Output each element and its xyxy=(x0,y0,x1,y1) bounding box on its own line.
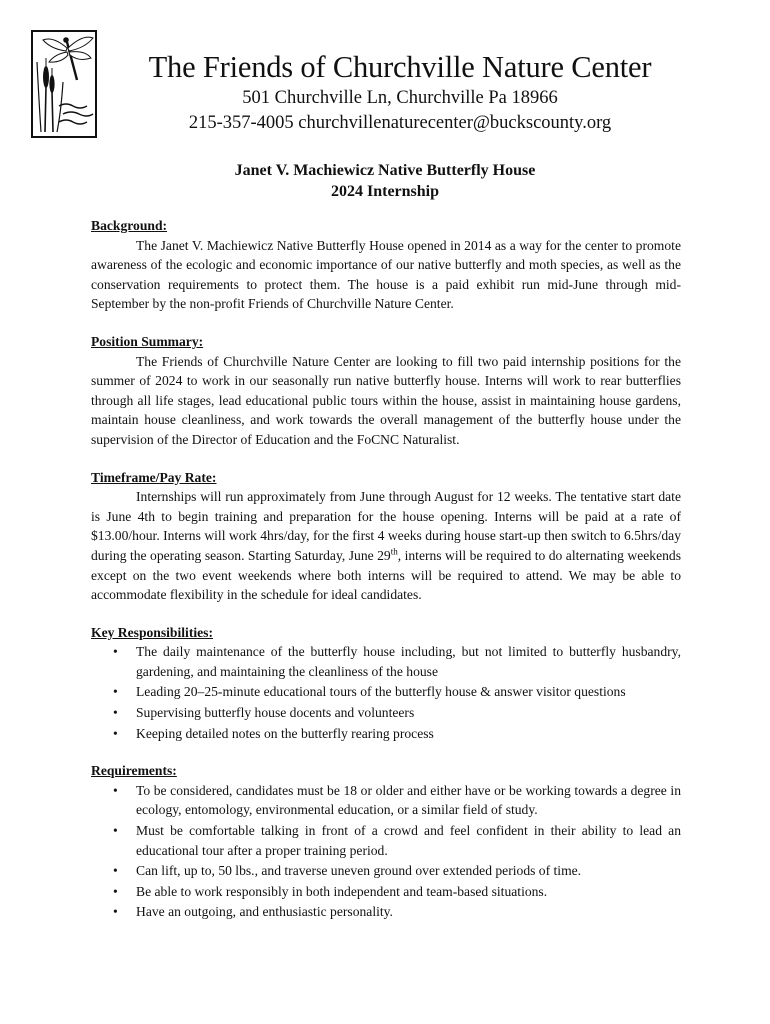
bullet-icon: • xyxy=(113,705,118,721)
bullet-icon: • xyxy=(113,725,118,741)
bullet-icon: • xyxy=(113,782,118,798)
section-heading: Key Responsibilities: xyxy=(91,624,213,640)
title-line-2: 2024 Internship xyxy=(330,183,440,200)
list-item-text: Be able to work responsibly in both independent and team-based situations. xyxy=(136,883,548,899)
section-heading: Position Summary: xyxy=(91,333,204,349)
bullet-icon: • xyxy=(113,883,118,899)
list-item xyxy=(91,724,681,744)
list-item xyxy=(91,821,681,860)
position-summary-section xyxy=(91,332,681,450)
section-heading: Background: xyxy=(91,218,168,233)
section-heading: Timeframe/Pay Rate: xyxy=(91,469,217,485)
timeframe-text-start: Internships will run approximately from June through August for 12 weeks. The tentative start date is June 4th to begin training and preparation for the house opening. Interns will be paid at a rate of $13.00/hour. Interns will work 4hrs/day, for the first 4 weeks during house start-up then switch to 6.5hrs/day during the operating season. Starting Saturday, June 29 xyxy=(91,489,681,563)
org-contact: 215-357-4005 churchvillenaturecenter@buckscounty.org xyxy=(188,113,612,133)
list-item xyxy=(91,642,681,681)
list-item xyxy=(91,861,681,881)
requirements-list xyxy=(91,781,681,922)
timeframe-text xyxy=(91,487,681,605)
dragonfly-cattail-logo-icon xyxy=(31,30,97,138)
org-name: The Friends of Churchville Nature Center xyxy=(148,50,652,84)
list-item-text: Must be comfortable talking in front of a crowd and feel confident in their ability to lead an educational tour after a proper training period. xyxy=(136,823,681,858)
bullet-icon: • xyxy=(113,863,118,879)
bullet-icon: • xyxy=(113,684,118,700)
bullet-icon: • xyxy=(113,904,118,920)
ordinal-superscript: th xyxy=(390,546,398,557)
list-item-text: Can lift, up to, 50 lbs., and traverse uneven ground over extended periods of time. xyxy=(136,863,582,879)
list-item-text: Supervising butterfly house docents and volunteers xyxy=(136,705,415,721)
background-text: The Janet V. Machiewicz Native Butterfly House opened in 2014 as a way for the center to promote awareness of the ecologic and economic importance of our native butterfly and moth species, as well as the conservation requirements to protect them. The house is a paid exhibit run mid-June through mid-September by the non-profit Friends of Churchville Nature Center. xyxy=(91,237,681,312)
list-item xyxy=(91,703,681,723)
document-title xyxy=(0,160,770,202)
list-item-text: Have an outgoing, and enthusiastic personality. xyxy=(136,904,393,920)
list-item-text: To be considered, candidates must be 18 or older and either have or be working towards a degree in ecology, entomology, environmental education, or a similar field of study. xyxy=(136,782,681,818)
bullet-icon: • xyxy=(113,823,118,839)
timeframe-text-end: , interns will be required to do alternating weekends except on the two event weekends where both interns will be required to attend. We may be able to accommodate flexibility in the schedule for ideal candidates. xyxy=(91,547,681,603)
position-summary-text: The Friends of Churchville Nature Center are looking to fill two paid internship positions for the summer of 2024 to work in our seasonally run native butterfly house. Interns will work to rear butterflies through all life stages, lead educational public tours within the house, assist in maintaining house gardens, maintain house cleanliness, and work towards the overall management of the butterfly house under the supervision of the Director of Education and the FoCNC Naturalist. xyxy=(91,353,681,447)
org-header xyxy=(100,48,700,136)
bullet-icon: • xyxy=(113,644,118,660)
requirements-section xyxy=(91,761,681,922)
section-heading: Requirements: xyxy=(91,763,177,779)
list-item xyxy=(91,781,681,820)
list-item-text: Keeping detailed notes on the butterfly rearing process xyxy=(136,725,434,741)
background-section xyxy=(91,216,681,314)
list-item xyxy=(91,902,681,922)
responsibilities-list xyxy=(91,642,681,743)
list-item xyxy=(91,682,681,702)
timeframe-section xyxy=(91,468,681,605)
list-item xyxy=(91,882,681,902)
list-item-text: The daily maintenance of the butterfly house including, but not limited to butterfly husbandry, gardening, and maintaining the cleanliness of the house xyxy=(136,644,681,679)
org-address: 501 Churchville Ln, Churchville Pa 18966 xyxy=(242,88,558,108)
list-item-text: Leading 20–25-minute educational tours of the butterfly house & answer visitor questions xyxy=(136,684,626,700)
responsibilities-section xyxy=(91,623,681,744)
document-body xyxy=(91,216,681,940)
title-line-1: Janet V. Machiewicz Native Butterfly House xyxy=(234,162,536,179)
